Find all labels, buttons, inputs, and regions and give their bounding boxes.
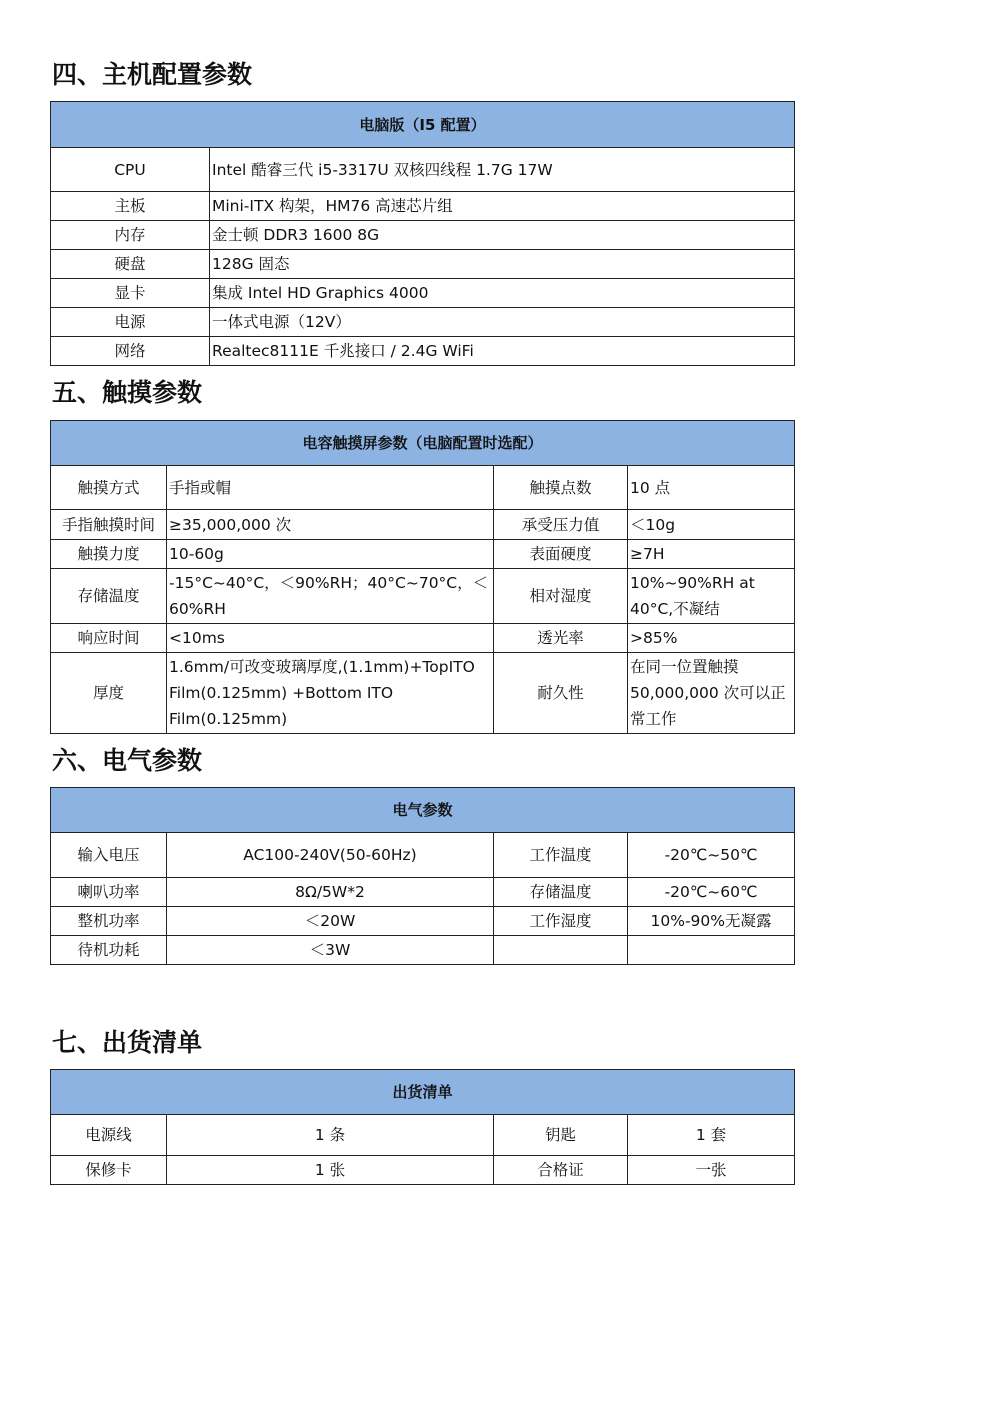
- row-label: 电源: [51, 308, 210, 337]
- row-value: 10%-90%无凝露: [628, 907, 795, 936]
- table-row: [51, 653, 795, 734]
- table-row: [51, 221, 795, 250]
- host-config-table: [50, 101, 795, 366]
- row-label: 硬盘: [51, 250, 210, 279]
- row-label: 内存: [51, 221, 210, 250]
- row-value: 手指或帽: [167, 466, 494, 510]
- row-value: Intel 酷睿三代 i5-3317U 双核四线程 1.7G 17W: [210, 148, 795, 192]
- table-row: [51, 466, 795, 510]
- row-label: 厚度: [51, 653, 167, 734]
- table-row: [51, 1115, 795, 1156]
- row-value: Mini-ITX 构架，HM76 高速芯片组: [210, 192, 795, 221]
- row-label: 显卡: [51, 279, 210, 308]
- empty-cell: [494, 936, 628, 965]
- row-label: 触摸点数: [494, 466, 628, 510]
- table-row: [51, 569, 795, 624]
- row-value: 一张: [628, 1156, 795, 1185]
- table-title: 电脑版（I5 配置）: [51, 102, 795, 148]
- empty-cell: [628, 936, 795, 965]
- row-label: 表面硬度: [494, 540, 628, 569]
- row-value: 一体式电源（12V）: [210, 308, 795, 337]
- section-heading-touch: 五、触摸参数: [52, 378, 203, 407]
- table-row: [51, 510, 795, 540]
- row-label: 相对湿度: [494, 569, 628, 624]
- table-row: [51, 624, 795, 653]
- row-value: Realtec8111E 千兆接口 / 2.4G WiFi: [210, 337, 795, 366]
- table-row: [51, 1156, 795, 1185]
- table-row: [51, 308, 795, 337]
- shipping-list-table: [50, 1069, 795, 1185]
- row-label: 电源线: [51, 1115, 167, 1156]
- table-row: [51, 337, 795, 366]
- table-row: [51, 250, 795, 279]
- row-label: 耐久性: [494, 653, 628, 734]
- row-value: AC100-240V(50-60Hz): [167, 833, 494, 878]
- row-label: 主板: [51, 192, 210, 221]
- row-label: 手指触摸时间: [51, 510, 167, 540]
- row-label: 钥匙: [494, 1115, 628, 1156]
- table-row: [51, 833, 795, 878]
- electrical-params-table: [50, 787, 795, 965]
- row-label: 待机功耗: [51, 936, 167, 965]
- row-label: 承受压力值: [494, 510, 628, 540]
- table-row: [51, 192, 795, 221]
- row-value: -20℃~60℃: [628, 878, 795, 907]
- table-title: 电气参数: [51, 788, 795, 833]
- row-value: 1 套: [628, 1115, 795, 1156]
- table-title: 电容触摸屏参数（电脑配置时选配）: [51, 421, 795, 466]
- row-value: ≥35,000,000 次: [167, 510, 494, 540]
- row-value: -15°C~40°C，＜90%RH；40°C~70°C，＜60%RH: [167, 569, 494, 624]
- row-label: 工作湿度: [494, 907, 628, 936]
- table-row: [51, 878, 795, 907]
- touch-params-table: [50, 420, 795, 734]
- row-value: 在同一位置触摸 50,000,000 次可以正常工作: [628, 653, 795, 734]
- row-value: <10ms: [167, 624, 494, 653]
- row-label: CPU: [51, 148, 210, 192]
- table-row: [51, 907, 795, 936]
- section-heading-shipping-list: 七、出货清单: [52, 1028, 203, 1057]
- row-label: 输入电压: [51, 833, 167, 878]
- row-value: 10%~90%RH at 40°C,不凝结: [628, 569, 795, 624]
- row-label: 响应时间: [51, 624, 167, 653]
- row-label: 存储温度: [51, 569, 167, 624]
- row-value: 集成 Intel HD Graphics 4000: [210, 279, 795, 308]
- row-value: 128G 固态: [210, 250, 795, 279]
- row-label: 存储温度: [494, 878, 628, 907]
- row-value: ＜3W: [167, 936, 494, 965]
- table-row: [51, 148, 795, 192]
- row-value: 金士顿 DDR3 1600 8G: [210, 221, 795, 250]
- row-label: 透光率: [494, 624, 628, 653]
- row-value: ＜10g: [628, 510, 795, 540]
- section-heading-electrical: 六、电气参数: [52, 746, 203, 775]
- row-value: 8Ω/5W*2: [167, 878, 494, 907]
- row-label: 工作温度: [494, 833, 628, 878]
- table-row: [51, 540, 795, 569]
- row-label: 保修卡: [51, 1156, 167, 1185]
- row-value: ≥7H: [628, 540, 795, 569]
- row-label: 触摸力度: [51, 540, 167, 569]
- table-row: [51, 936, 795, 965]
- row-label: 触摸方式: [51, 466, 167, 510]
- row-value: 1 条: [167, 1115, 494, 1156]
- row-value: 1.6mm/可改变玻璃厚度,(1.1mm)+TopITO Film(0.125mm) +Bottom ITO Film(0.125mm): [167, 653, 494, 734]
- table-title: 出货清单: [51, 1070, 795, 1115]
- row-value: ＜20W: [167, 907, 494, 936]
- row-value: 10 点: [628, 466, 795, 510]
- table-row: [51, 279, 795, 308]
- row-label: 喇叭功率: [51, 878, 167, 907]
- row-label: 网络: [51, 337, 210, 366]
- row-value: 10-60g: [167, 540, 494, 569]
- row-label: 整机功率: [51, 907, 167, 936]
- row-value: -20℃~50℃: [628, 833, 795, 878]
- section-heading-host-config: 四、主机配置参数: [52, 60, 253, 89]
- row-value: >85%: [628, 624, 795, 653]
- row-label: 合格证: [494, 1156, 628, 1185]
- row-value: 1 张: [167, 1156, 494, 1185]
